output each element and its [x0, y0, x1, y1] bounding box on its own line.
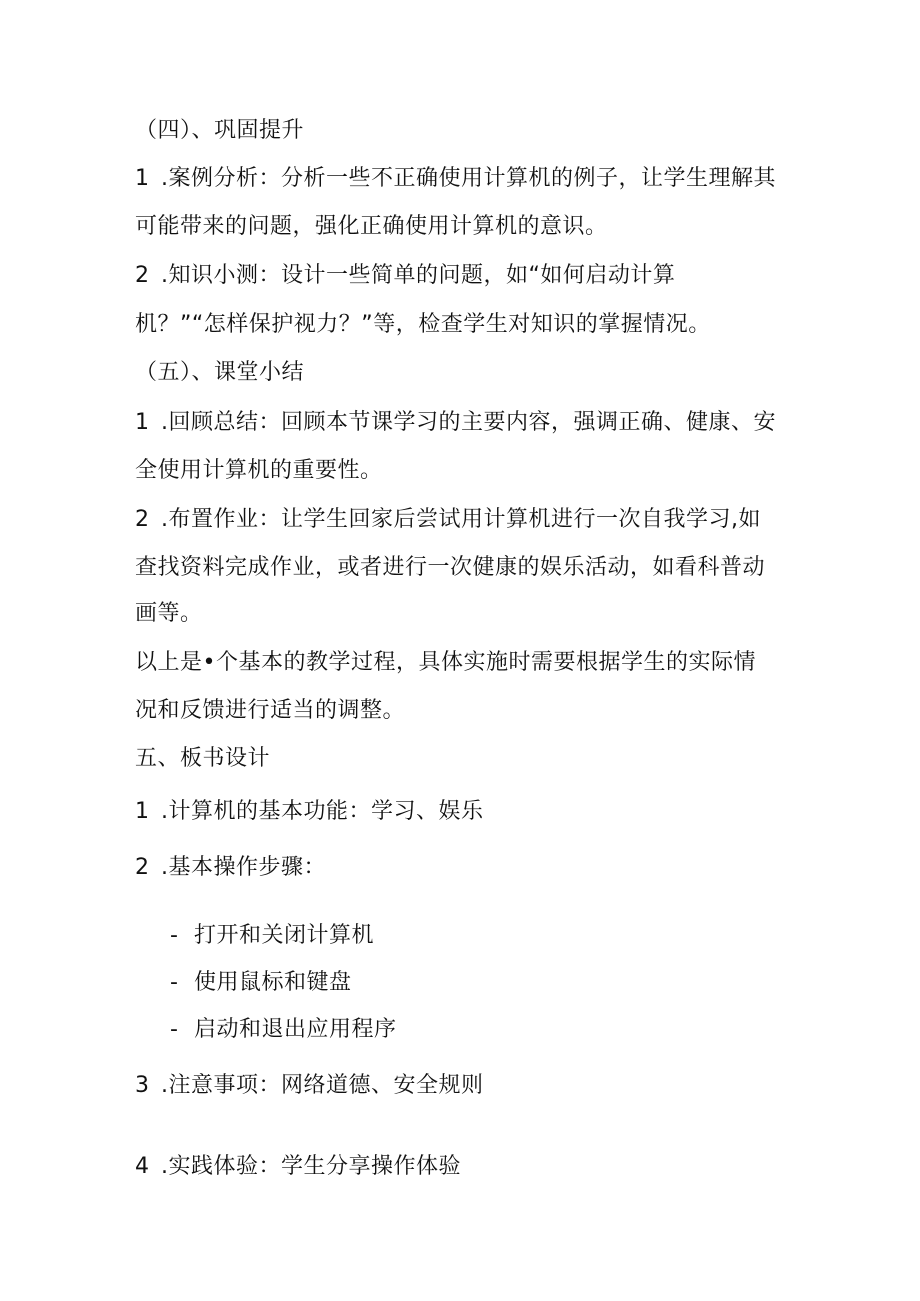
board-item-1 — [135, 797, 484, 827]
section-4-item-2-line-2: 机？”“怎样保护视力？”等，检查学生对知识的掌握情况。 — [135, 312, 711, 337]
dash-marker: - — [170, 970, 179, 995]
summary-line-2: 况和反馈进行适当的调整。 — [135, 698, 406, 723]
section-5-item-2-line-1 — [135, 505, 761, 535]
board-step-3 — [170, 1015, 397, 1045]
section-5-heading: （五）、课堂小结 — [135, 360, 305, 385]
item-number: 1 — [135, 410, 150, 435]
section-4-item-1-line-1 — [135, 164, 776, 194]
board-heading: 五、板书设计 — [135, 746, 271, 771]
item-text: .实践体验：学生分享操作体验 — [161, 1154, 461, 1179]
board-step-2 — [170, 968, 352, 998]
item-number: 2 — [135, 855, 150, 880]
board-item-2 — [135, 853, 326, 883]
item-text: .布置作业：让学生回家后尝试用计算机进行一次自我学习,如 — [161, 507, 761, 532]
section-4-heading: （四）、巩固提升 — [135, 118, 305, 143]
item-number: 1 — [135, 799, 150, 824]
dash-marker: - — [170, 1017, 179, 1042]
item-text: .基本操作步骤： — [161, 855, 326, 880]
item-text: .计算机的基本功能：学习、娱乐 — [161, 799, 484, 824]
item-number: 4 — [135, 1154, 150, 1179]
item-number: 2 — [135, 263, 150, 288]
item-text: .注意事项：网络道德、安全规则 — [161, 1073, 484, 1098]
section-5-item-1-line-1 — [135, 408, 776, 438]
board-item-4 — [135, 1152, 461, 1182]
section-4-item-2-line-1 — [135, 261, 675, 291]
step-text: 启动和退出应用程序 — [194, 1017, 397, 1042]
section-5-item-1-line-2: 全使用计算机的重要性。 — [135, 458, 383, 483]
board-step-1 — [170, 921, 374, 951]
section-5-item-2-line-2: 查找资料完成作业，或者进行一次健康的娱乐活动，如看科普动 — [135, 555, 766, 580]
section-4-item-1-line-2: 可能带来的问题，强化正确使用计算机的意识。 — [135, 214, 608, 239]
step-text: 使用鼠标和键盘 — [194, 970, 352, 995]
section-5-item-2-line-3: 画等。 — [135, 601, 203, 626]
item-number: 2 — [135, 507, 150, 532]
board-item-3 — [135, 1071, 484, 1101]
summary-line-1: 以上是•个基本的教学过程，具体实施时需要根据学生的实际情 — [135, 650, 756, 675]
step-text: 打开和关闭计算机 — [194, 923, 375, 948]
item-text: .回顾总结：回顾本节课学习的主要内容，强调正确、健康、安 — [161, 410, 776, 435]
item-number: 1 — [135, 166, 150, 191]
dash-marker: - — [170, 923, 179, 948]
item-text: .知识小测：设计一些简单的问题，如“如何启动计算 — [161, 263, 676, 288]
item-text: .案例分析：分析一些不正确使用计算机的例子，让学生理解其 — [161, 166, 776, 191]
item-number: 3 — [135, 1073, 150, 1098]
